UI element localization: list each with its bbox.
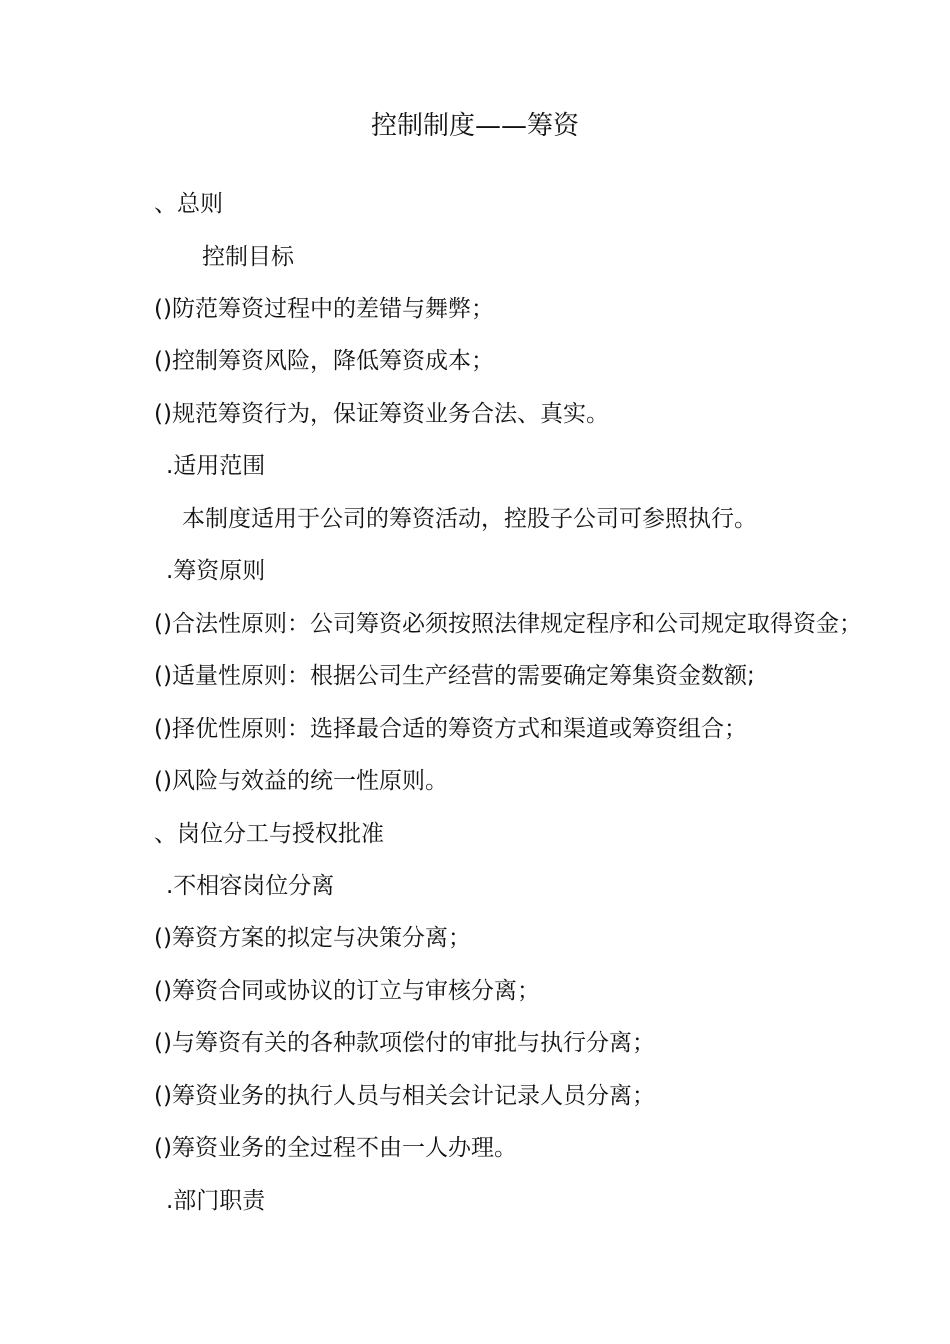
list-item: ()筹资方案的拟定与决策分离； — [154, 925, 471, 951]
list-item: ()合法性原则：公司筹资必须按照法律规定程序和公司规定取得资金； — [154, 611, 862, 637]
list-item: ()择优性原则：选择最合适的筹资方式和渠道或筹资组合； — [154, 716, 747, 742]
list-item: ()规范筹资行为，保证筹资业务合法、真实。 — [154, 401, 609, 427]
section-heading-general: 、总则 — [154, 191, 223, 217]
subheading-incompatible-positions: .不相容岗位分离 — [166, 873, 335, 899]
document-title: 控制制度——筹资 — [370, 111, 579, 141]
list-item: ()风险与效益的统一性原则。 — [154, 768, 448, 794]
subheading-department-duties: .部门职责 — [166, 1188, 266, 1214]
list-item: ()适量性原则：根据公司生产经营的需要确定筹集资金数额; — [154, 663, 755, 689]
list-item: ()防范筹资过程中的差错与舞弊； — [154, 296, 494, 322]
subheading-principles: .筹资原则 — [166, 558, 266, 584]
subheading-scope: .适用范围 — [166, 453, 266, 479]
list-item: ()筹资业务的全过程不由一人办理。 — [154, 1135, 517, 1161]
list-item: ()控制筹资风险，降低筹资成本； — [154, 348, 494, 374]
section-heading-duties: 、岗位分工与授权批准 — [154, 821, 384, 847]
paragraph-scope: 本制度适用于公司的筹资活动，控股子公司可参照执行。 — [182, 506, 757, 532]
list-item: ()筹资合同或协议的订立与审核分离； — [154, 978, 540, 1004]
list-item: ()筹资业务的执行人员与相关会计记录人员分离； — [154, 1083, 655, 1109]
subheading-control-objectives: 控制目标 — [202, 244, 294, 270]
list-item: ()与筹资有关的各种款项偿付的审批与执行分离； — [154, 1030, 655, 1056]
